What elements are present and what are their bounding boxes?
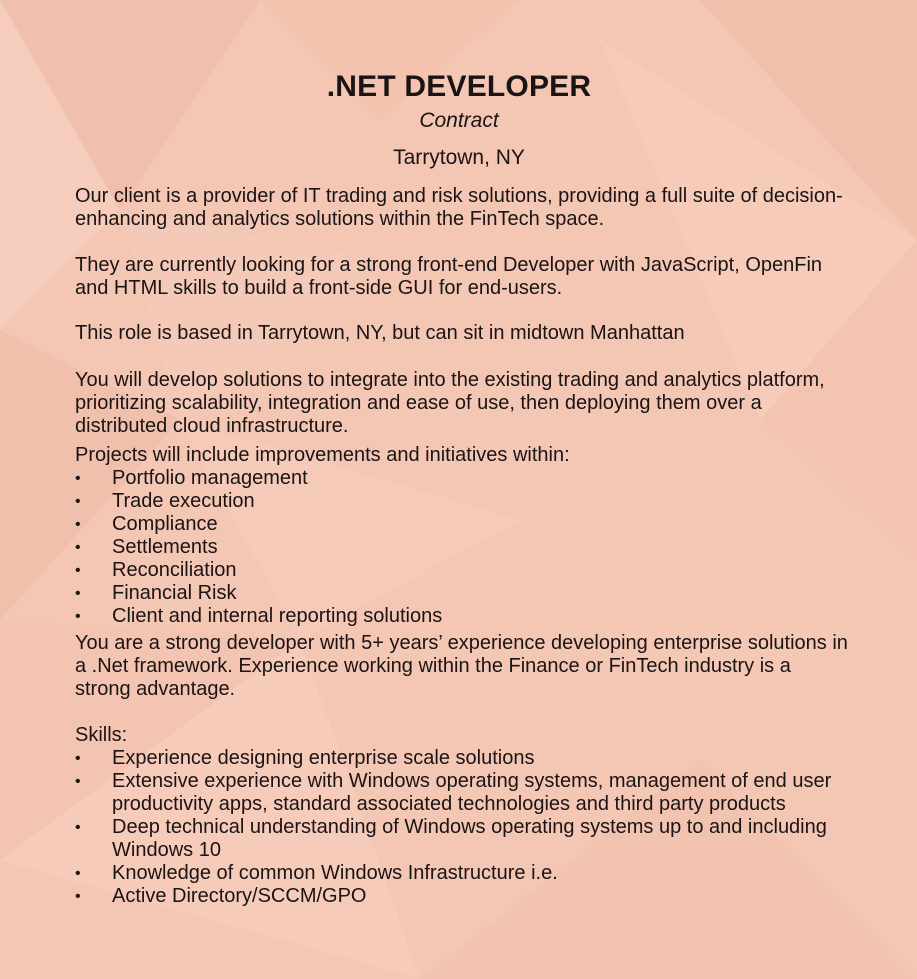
list-item: • Client and internal reporting solutions (75, 605, 850, 628)
looking-paragraph: They are currently looking for a strong front-end Developer with JavaScript, OpenFin and HTML skills to build a front-side GUI for end-users. (75, 254, 823, 299)
projects-list (75, 467, 850, 628)
skills-heading: Skills: (75, 724, 128, 746)
job-location: Tarrytown, NY (393, 146, 525, 169)
intro-paragraph: Our client is a provider of IT trading and risk solutions, providing a full suite of decision-enhancing and analytics solutions within the FinTech space. (75, 185, 843, 230)
list-item: • Portfolio management (75, 467, 850, 490)
list-item: • Extensive experience with Windows operating systems, management of end user productivity apps, standard associated technologies and third party products (75, 770, 850, 816)
skills-list (75, 747, 850, 908)
projects-intro: Projects will include improvements and initiatives within: (75, 444, 570, 466)
job-title: .NET DEVELOPER (326, 70, 592, 103)
location-paragraph: This role is based in Tarrytown, NY, but can sit in midtown Manhattan (75, 322, 685, 344)
list-item: • Active Directory/SCCM/GPO (75, 885, 850, 908)
experience-paragraph: You are a strong developer with 5+ years’ experience developing enterprise solutions in a .Net framework. Experience working within the Finance or FinTech industry is a strong advantage. (75, 632, 848, 700)
list-item: • Settlements (75, 536, 850, 559)
list-item: • Compliance (75, 513, 850, 536)
list-item: • Financial Risk (75, 582, 850, 605)
job-type: Contract (419, 109, 499, 132)
list-item: • Reconciliation (75, 559, 850, 582)
list-item: • Experience designing enterprise scale solutions (75, 747, 850, 770)
list-item: • Deep technical understanding of Windows operating systems up to and including Windows 10 (75, 816, 850, 862)
list-item: • Trade execution (75, 490, 850, 513)
develop-paragraph: You will develop solutions to integrate into the existing trading and analytics platform, prioritizing scalability, integration and ease of use, then deploying them over a distributed cloud infrastructure. (75, 369, 825, 437)
list-item: • Knowledge of common Windows Infrastructure i.e. (75, 862, 850, 885)
